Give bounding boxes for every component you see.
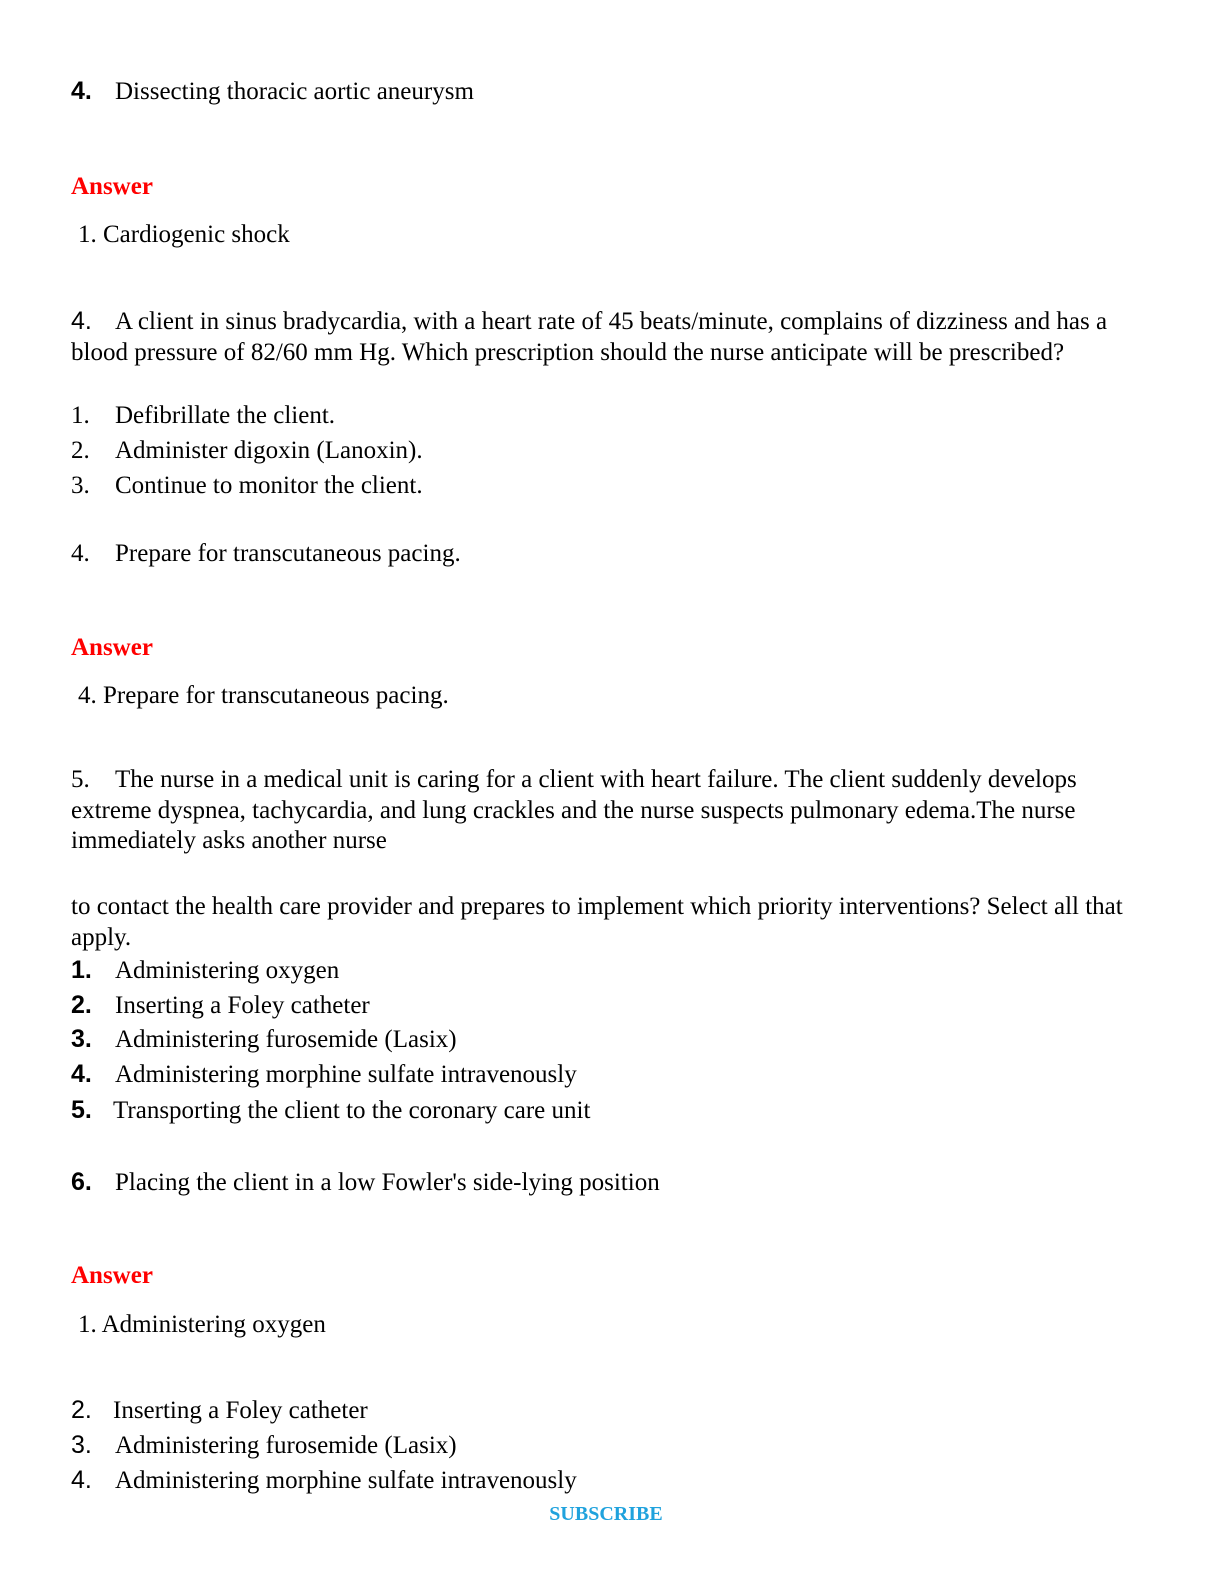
q5-option-5	[71, 1095, 590, 1126]
option-text: Administering furosemide (Lasix)	[115, 1432, 457, 1459]
question-text: The nurse in a medical unit is caring for a client with heart failure. The client suddenly develops extreme dyspnea, tachycardia, and lung crackles and the nurse suspects pulmonary edema.The nurse immediately asks another nurse	[71, 766, 1077, 854]
option-number: 4.	[71, 540, 90, 567]
q5-option-4	[71, 1059, 577, 1090]
answer-text: 1. Administering oxygen	[78, 1311, 326, 1338]
option-number: 3.	[71, 1025, 92, 1053]
option-text: Administering morphine sulfate intravenously	[115, 1467, 577, 1494]
option-number: 3.	[71, 472, 90, 499]
option-number: 5.	[71, 1096, 92, 1124]
question-text: A client in sinus bradycardia, with a heart rate of 45 beats/minute, complains of dizziness and has a blood pressure of 82/60 mm Hg. Which prescription should the nurse anticipate will be prescribed?	[71, 308, 1108, 366]
option-number: 2.	[71, 1396, 92, 1424]
question-5-stem	[71, 765, 1151, 857]
q4-option-3	[71, 471, 423, 501]
q5-option-6	[71, 1167, 660, 1198]
option-number: 2.	[71, 437, 90, 464]
option-text: Inserting a Foley catheter	[115, 992, 370, 1019]
answer-item-3	[71, 1430, 457, 1461]
option-text: Inserting a Foley catheter	[113, 1397, 368, 1424]
option-text: Defibrillate the client.	[115, 402, 336, 429]
question-number: 5.	[71, 766, 90, 793]
answer-item-2	[71, 1395, 368, 1426]
option-text: Administer digoxin (Lanoxin).	[115, 437, 423, 464]
answer-text: 4. Prepare for transcutaneous pacing.	[78, 682, 449, 709]
option-number: 1.	[71, 956, 92, 984]
option-number: 6.	[71, 1168, 92, 1196]
answer-heading: Answer	[71, 634, 153, 661]
option-number: 4.	[71, 77, 92, 105]
subscribe-link[interactable]: SUBSCRIBE	[549, 1503, 663, 1525]
option-text: Dissecting thoracic aortic aneurysm	[115, 78, 474, 105]
answer-heading: Answer	[71, 173, 153, 200]
option-number: 1.	[71, 402, 90, 429]
answer-text: 1. Cardiogenic shock	[78, 221, 290, 248]
q4-option-1	[71, 401, 335, 431]
option-text: Administering furosemide (Lasix)	[115, 1026, 457, 1053]
q5-option-1	[71, 955, 339, 986]
answer-item-4	[71, 1465, 577, 1496]
question-4-stem	[71, 306, 1151, 368]
q5-option-3	[71, 1024, 457, 1055]
option-number: 3.	[71, 1431, 92, 1459]
option-number: 2.	[71, 991, 92, 1019]
question-5-stem-continued: to contact the health care provider and prepares to implement which priority interventions? Select all that apply.	[71, 893, 1123, 951]
option-text: Placing the client in a low Fowler's side-lying position	[115, 1169, 660, 1196]
option-text: Continue to monitor the client.	[115, 472, 423, 499]
option-text: Prepare for transcutaneous pacing.	[115, 540, 461, 567]
option-text: Administering morphine sulfate intravenously	[115, 1061, 577, 1088]
option-number: 4.	[71, 1060, 92, 1088]
option-text: Transporting the client to the coronary care unit	[113, 1097, 591, 1124]
question-number: 4.	[71, 307, 92, 335]
option-text: Administering oxygen	[115, 957, 340, 984]
q5-option-2	[71, 990, 370, 1021]
q3-option-4	[71, 76, 474, 107]
answer-heading: Answer	[71, 1262, 153, 1289]
option-number: 4.	[71, 1466, 92, 1494]
q4-option-2	[71, 436, 423, 466]
q4-option-4	[71, 539, 461, 569]
